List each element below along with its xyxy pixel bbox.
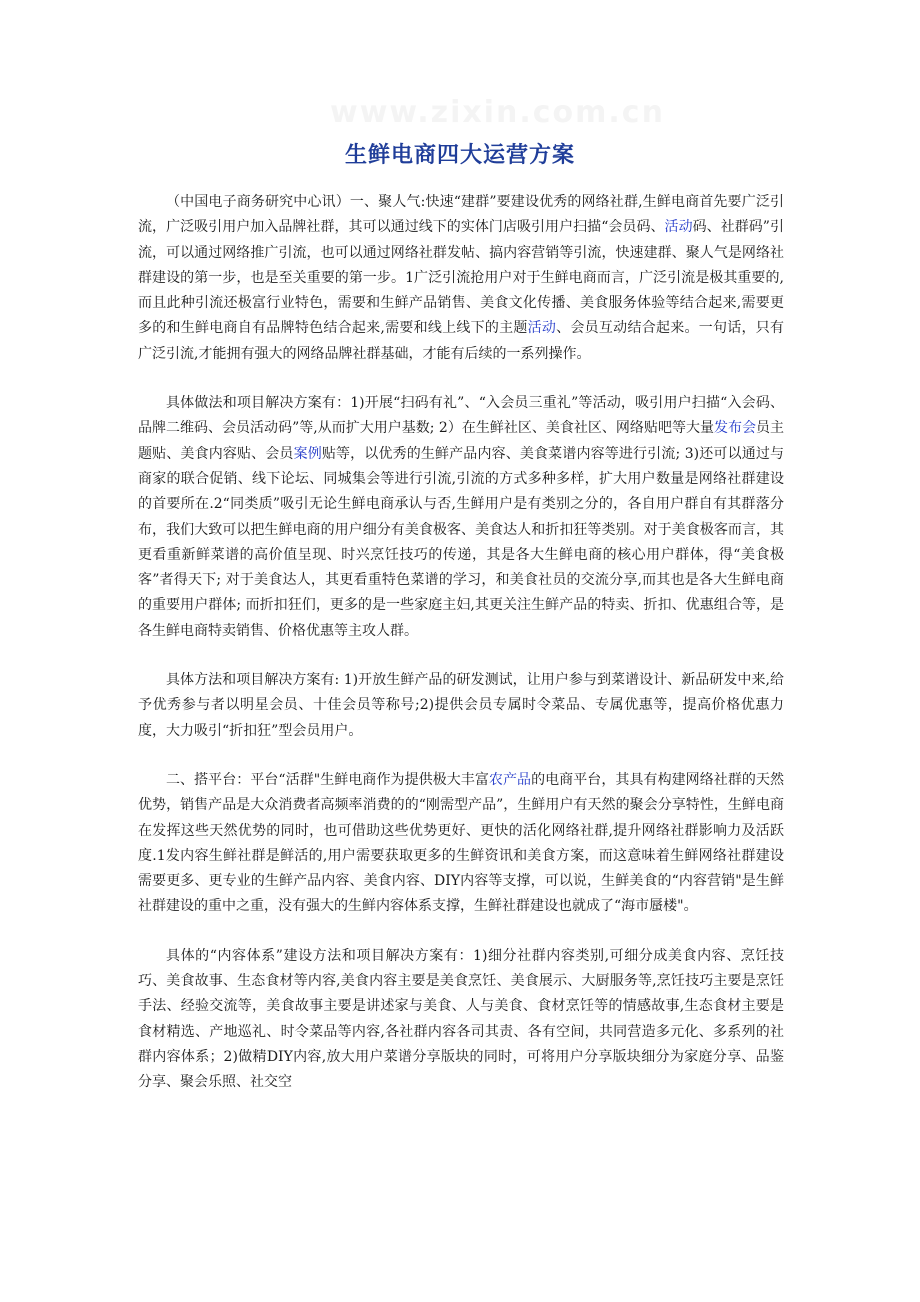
watermark: www.zixin.com.cn <box>330 95 665 130</box>
inline-link[interactable]: 活动 <box>664 219 693 236</box>
paragraph-text: 、会员互动结合起来。一句话，只有广泛引流,才能拥有强大的网络品牌社群基础，才能有后续的一系列操作。 <box>138 320 785 362</box>
document-title: 生鲜电商四大运营方案 <box>344 143 575 168</box>
paragraph <box>138 668 784 744</box>
paragraph-text: 员主题贴、美食内容贴、会员 <box>138 420 785 462</box>
document-body <box>138 190 784 1120</box>
paragraph-text: 的电商平台，其具有构建网络社群的天然优势，销售产品是大众消费者高频率消费的的“刚需型产品”，生鲜用户有天然的聚会分享特性，生鲜电商在发挥这些天然优势的同时，也可借助这些优势更好、更快的活化网络社群,提升网络社群影响力及活跃度.1发内容生鲜社群是鲜活的,用户需要获取更多的生鲜资讯和美食方案，而这意味着生鲜网络社群建设需要更多、更专业的生鲜产品内容、美食内容、DIY内容等支撑，可以说，生鲜美食的“内容营销"是生鲜社群建设的重中之重，没有强大的生鲜内容体系支撑，生鲜社群建设也就成了“海市蜃楼"。 <box>138 771 785 915</box>
paragraph <box>138 391 784 644</box>
paragraph-text: 二、搭平台：平台“活群"生鲜电商作为提供极大丰富 <box>166 771 489 788</box>
paragraph-text: 具体方法和项目解决方案有: 1)开放生鲜产品的研发测试，让用户参与到菜谱设计、新品研发中来,给予优秀参与者以明星会员、十佳会员等称号;2)提供会员专属时令菜品、专属优惠等，提高价格优惠力度，大力吸引“折扣狂”型会员用户。 <box>138 672 784 739</box>
paragraph-text: 具体做法和项目解决方案有：1)开展“扫码有礼”、“入会员三重礼”等活动，吸引用户扫描“入会码、品牌二维码、会员活动码”等,从而扩大用户基数; 2）在生鲜社区、美食社区、网络贴吧等大量 <box>138 395 784 437</box>
paragraph <box>138 768 784 920</box>
paragraph-text: （中国电子商务研究中心讯）一、聚人气:快速“建群”要建设优秀的网络社群,生鲜电商首先要广泛引流，广泛吸引用户加入品牌社群，其可以通过线下的实体门店吸引用户扫描“会员码、 <box>138 194 784 236</box>
paragraph <box>138 944 784 1096</box>
inline-link[interactable]: 农产品 <box>488 771 532 788</box>
inline-link[interactable]: 活动 <box>527 320 557 337</box>
paragraph-text: 贴等，以优秀的生鲜产品内容、美食菜谱内容等进行引流; 3)还可以通过与商家的联合促销、线下论坛、同城集会等进行引流,引流的方式多种多样，扩大用户数量是网络社群建设的首要所在.2“同类质”吸引无论生鲜电商承认与否,生鲜用户是有类别之分的，各自用户群自有其群落分布，我们大致可以把生鲜电商的用户细分有美食极客、美食达人和折扣狂等类别。对于美食极客而言，其更看重新鲜菜谱的高价值呈现、时兴烹饪技巧的传递，其是各大生鲜电商的核心用户群体，得“美食极客”者得天下; 对于美食达人，其更看重特色菜谱的学习，和美食社员的交流分享,而其也是各大生鲜电商的重要用户群体; 而折扣狂们，更多的是一些家庭主妇,其更关注生鲜产品的特卖、折扣、优惠组合等，是各生鲜电商特卖销售、价格优惠等主攻人群。 <box>138 445 784 639</box>
paragraph-text: 码、社群码”引流，可以通过网络推广引流，也可以通过网络社群发帖、搞内容营销等引流，快速建群、聚人气是网络社群建设的第一步，也是至关重要的第一步。1广泛引流抢用户对于生鲜电商而言，广泛引流是极其重要的,而且此种引流还极富行业特色，需要和生鲜产品销售、美食文化传播、美食服务体验等结合起来,需要更多的和生鲜电商自有品牌特色结合起来,需要和线上线下的主题 <box>138 219 785 337</box>
inline-link[interactable]: 发布会 <box>713 420 756 437</box>
paragraph-text: 具体的“内容体系”建设方法和项目解决方案有：1)细分社群内容类别,可细分成美食内容、烹饪技巧、美食故事、生态食材等内容,美食内容主要是美食烹饪、美食展示、大厨服务等,烹饪技巧主要是烹饪手法、经验交流等，美食故事主要是讲述家与美食、人与美食、食材烹饪等的情感故事,生态食材主要是食材精选、产地巡礼、时令菜品等内容,各社群内容各司其责、各有空间，共同营造多元化、多系列的社群内容体系；2)做精DIY内容,放大用户菜谱分享版块的同时，可将用户分享版块细分为家庭分享、品鉴分享、聚会乐照、社交空 <box>138 947 784 1091</box>
paragraph <box>138 190 784 367</box>
inline-link[interactable]: 案例 <box>293 445 322 462</box>
